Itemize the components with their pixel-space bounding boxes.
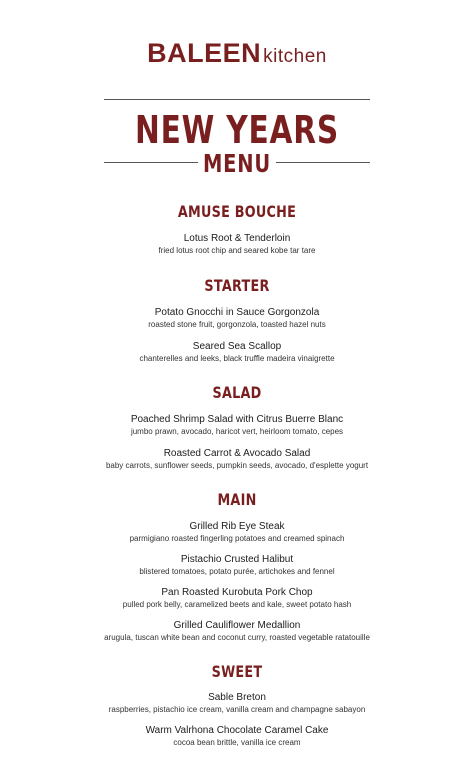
menu-item <box>0 691 474 715</box>
dish-description: blistered tomatoes, potato purée, artichokes and fennel <box>139 567 335 576</box>
menu-item <box>0 413 474 437</box>
menu-item <box>0 724 474 748</box>
dish-description: roasted stone fruit, gorgonzola, toasted hazel nuts <box>148 320 326 329</box>
section-salad <box>0 383 474 471</box>
dish-name: Pan Roasted Kurobuta Pork Chop <box>161 587 313 598</box>
dish-description: raspberries, pistachio ice cream, vanilla cream and champagne sabayon <box>108 705 366 714</box>
logo-wordmark-bold: BALEEN <box>147 38 262 68</box>
dish-name: Poached Shrimp Salad with Citrus Buerre Blanc <box>130 414 344 425</box>
dish-description: parmigiano roasted fingerling potatoes and creamed spinach <box>129 534 345 543</box>
dish-name: Sable Breton <box>208 692 266 703</box>
dish-description: fried lotus root chip and seared kobe tar tare <box>158 246 316 255</box>
title-divider-right <box>276 162 370 163</box>
menu-item <box>0 586 474 610</box>
menu-item <box>0 520 474 544</box>
menu-item <box>0 619 474 643</box>
section-main <box>0 490 474 643</box>
section-heading: SWEET <box>211 662 263 681</box>
section-starter <box>0 276 474 364</box>
menu-item <box>0 447 474 471</box>
menu-item <box>0 340 474 364</box>
dish-description: baby carrots, sunflower seeds, pumpkin seeds, avocado, d'esplette yogurt <box>105 461 369 470</box>
menu-title-line2: MENU <box>202 149 272 178</box>
menu-item <box>0 306 474 330</box>
section-heading: MAIN <box>217 490 257 509</box>
section-heading: STARTER <box>204 276 270 295</box>
menu-item <box>0 232 474 256</box>
dish-name: Potato Gnocchi in Sauce Gorgonzola <box>154 307 320 318</box>
dish-description: chanterelles and leeks, black truffle madeira vinaigrette <box>139 354 335 363</box>
section-heading: SALAD <box>212 383 262 402</box>
restaurant-logo <box>0 38 474 69</box>
menu-item <box>0 553 474 577</box>
section-heading: AMUSE BOUCHE <box>177 202 297 221</box>
dish-name: Warm Valrhona Chocolate Caramel Cake <box>145 725 329 736</box>
logo-wordmark-light: kitchen <box>263 46 327 67</box>
dish-name: Grilled Cauliflower Medallion <box>173 620 301 631</box>
dish-description: arugula, tuscan white bean and coconut curry, roasted vegetable ratatouille <box>104 633 370 642</box>
dish-description: pulled pork belly, caramelized beets and kale, sweet potato hash <box>122 600 352 609</box>
dish-description: cocoa bean brittle, vanilla ice cream <box>173 738 301 747</box>
section-sweet <box>0 662 474 748</box>
menu-title-line1: NEW YEARS <box>135 108 339 152</box>
dish-name: Pistachio Crusted Halibut <box>180 554 294 565</box>
dish-name: Roasted Carrot & Avocado Salad <box>163 448 311 459</box>
top-divider <box>104 99 370 100</box>
section-amuse-bouche <box>0 202 474 256</box>
dish-name: Grilled Rib Eye Steak <box>189 521 285 532</box>
dish-name: Seared Sea Scallop <box>192 341 282 352</box>
dish-description: jumbo prawn, avocado, haricot vert, heirloom tomato, cepes <box>130 427 344 436</box>
dish-name: Lotus Root & Tenderloin <box>183 233 291 244</box>
menu-title-row <box>0 148 474 180</box>
